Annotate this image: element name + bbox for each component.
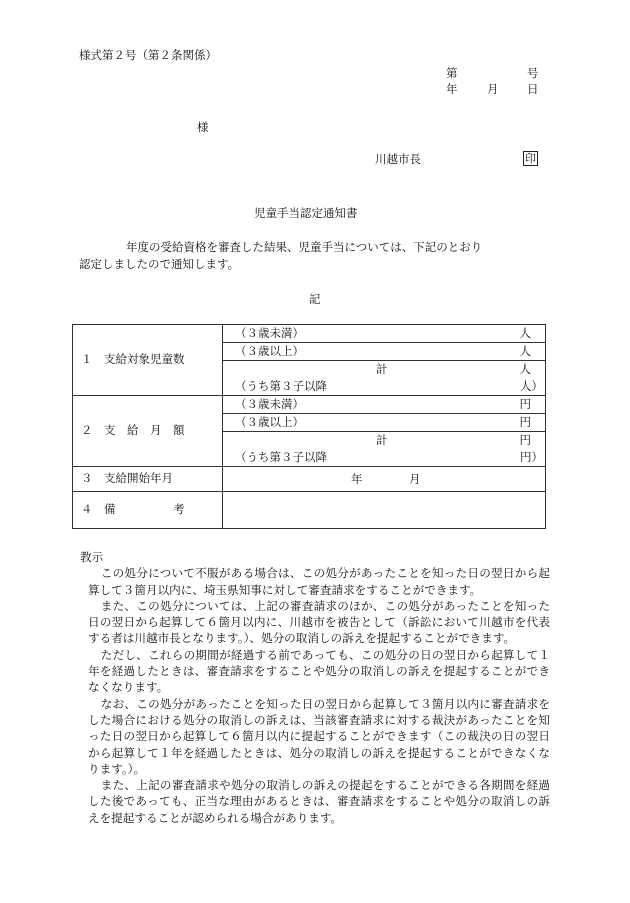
month-label: 月 <box>487 82 499 96</box>
row3-label: ３ 支給開始年月 <box>73 467 223 492</box>
unit-yen: 円 <box>519 415 531 429</box>
unit-yen: 円 <box>519 433 531 447</box>
row1-label: １ 支給対象児童数 <box>73 325 223 396</box>
instruction-paragraph: この処分について不服がある場合は、この処分があったことを知った日の翌日から起算して３箇月以内に、埼玉県知事に対して審査請求をすることができます。 <box>88 566 550 597</box>
row3-start-month: 年 月 <box>223 467 546 492</box>
go-label: 号 <box>527 66 539 80</box>
instruction-paragraph: なお、この処分があったことを知った日の翌日から起算して３箇月以内に審査請求をした場合における処分の取消しの訴えは、当該審査請求に対する裁決があったことを知った日の翌日から起算して６箇月以内に提起することができます（この裁決の日の翌日から起算して１年を経過したときは、処分の取消しの訴えを提起することができなくなります。）。 <box>88 696 550 776</box>
ki-heading: 記 <box>309 292 321 306</box>
unit-person: 人 <box>519 344 531 358</box>
instruction-heading: 教示 <box>80 550 104 564</box>
instruction-paragraph: ただし、これらの期間が経過する前であっても、この処分の日の翌日から起算して１年を経過したときは、審査請求をすることや処分の取消しの訴えを提起することができなくなります。 <box>88 647 550 695</box>
year-label: 年 <box>446 82 458 96</box>
row1-sub-third-child: （うち第３子以降 人） <box>223 378 546 396</box>
row4-label: ４ 備 考 <box>73 492 223 529</box>
unit-yen: 円 <box>519 397 531 411</box>
row4-remarks <box>223 492 546 529</box>
document-title: 児童手当認定通知書 <box>254 206 358 220</box>
seal-mark: 印 <box>525 152 536 165</box>
row1-sub-total: 計 人 <box>223 361 546 379</box>
unit-person: 人 <box>519 326 531 340</box>
instruction-paragraph: また、この処分については、上記の審査請求のほか、この処分があったことを知った日の翌日から起算して６箇月以内に、川越市を被告として（訴訟において川越市を代表する者は川越市長となります。）、処分の取消しの訴えを提起することができます。 <box>88 598 550 646</box>
instruction-section <box>80 549 550 826</box>
unit-person-close: 人） <box>520 379 543 393</box>
day-label: 日 <box>527 82 539 96</box>
row2-label: ２ 支 給 月 額 <box>73 396 223 467</box>
unit-yen-close: 円） <box>520 450 543 464</box>
row2-sub-over3: （３歳以上） 円 <box>223 414 546 432</box>
row1-sub-over3: （３歳以上） 人 <box>223 343 546 361</box>
row2-sub-under3: （３歳未満） 円 <box>223 396 546 414</box>
certification-table <box>72 324 546 529</box>
issuer-mayor: 川越市長 <box>375 152 421 166</box>
instruction-paragraph: また、上記の審査請求や処分の取消しの訴えの提起をすることができる各期間を経過した後であっても、正当な理由があるときは、審査請求をすることや処分の取消しの訴えを提起することが認められる場合があります。 <box>88 778 550 825</box>
form-number: 様式第２号（第２条関係） <box>79 48 217 62</box>
document-number-label: 第 <box>446 66 458 80</box>
body-line-2: 認定しましたので通知します。 <box>79 257 240 271</box>
unit-person: 人 <box>519 362 531 376</box>
body-line-1: 年度の受給資格を審査した結果、児童手当については、下記のとおり <box>126 240 483 254</box>
row1-sub-under3: （３歳未満） 人 <box>223 325 546 343</box>
row2-sub-third-child: （うち第３子以降 円） <box>223 449 546 467</box>
addressee-sama: 様 <box>197 120 209 134</box>
row2-sub-total: 計 円 <box>223 432 546 450</box>
